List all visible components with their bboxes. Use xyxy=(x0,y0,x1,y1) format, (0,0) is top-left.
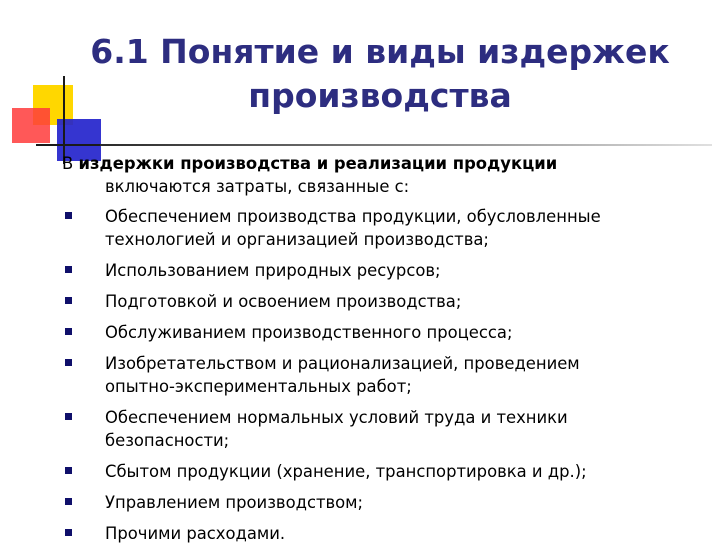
list-item xyxy=(62,321,712,344)
list-item xyxy=(62,522,712,545)
list-item-text-continued: безопасности; xyxy=(105,431,230,450)
list-item-text: Управлением производством; xyxy=(105,493,364,512)
square-bullet-icon xyxy=(65,297,72,304)
decor-horizontal-line-short xyxy=(36,144,100,146)
intro-paragraph xyxy=(62,152,712,198)
slide-title xyxy=(40,30,720,118)
list-item-text: Изобретательством и рационализацией, проведением xyxy=(105,354,580,373)
square-bullet-icon xyxy=(65,328,72,335)
square-bullet-icon xyxy=(65,529,72,536)
list-item-text: Сбытом продукции (хранение, транспортировка и др.); xyxy=(105,462,587,481)
square-bullet-icon xyxy=(65,413,72,420)
list-item xyxy=(62,352,712,398)
list-item-text-continued: технологией и организацией производства; xyxy=(105,230,489,249)
intro-prefix: В xyxy=(62,154,74,173)
list-item-text: Обслуживанием производственного процесса; xyxy=(105,323,513,342)
slide-title-line-2: производства xyxy=(248,76,512,115)
list-item xyxy=(62,491,712,514)
list-item xyxy=(62,290,712,313)
list-item xyxy=(62,406,712,452)
list-item xyxy=(62,205,712,251)
square-bullet-icon xyxy=(65,266,72,273)
list-item xyxy=(62,259,712,282)
intro-rest: включаются затраты, связанные с: xyxy=(105,177,410,196)
list-item-text: Подготовкой и освоением производства; xyxy=(105,292,462,311)
list-item-text: Обеспечением производства продукции, обусловленные xyxy=(105,207,601,226)
list-item-text: Прочими расходами. xyxy=(105,524,286,543)
list-item-text-continued: опытно-экспериментальных работ; xyxy=(105,377,412,396)
slide-body xyxy=(62,152,712,553)
list-item-text: Использованием природных ресурсов; xyxy=(105,261,441,280)
square-bullet-icon xyxy=(65,498,72,505)
intro-bold-term: издержки производства и реализации продукции xyxy=(78,154,558,173)
title-underline xyxy=(100,144,712,146)
square-bullet-icon xyxy=(65,467,72,474)
list-item xyxy=(62,460,712,483)
list-item-text: Обеспечением нормальных условий труда и техники xyxy=(105,408,568,427)
slide-title-line-1: 6.1 Понятие и виды издержек xyxy=(90,32,670,71)
cost-items-list xyxy=(62,205,712,545)
square-bullet-icon xyxy=(65,212,72,219)
square-bullet-icon xyxy=(65,359,72,366)
